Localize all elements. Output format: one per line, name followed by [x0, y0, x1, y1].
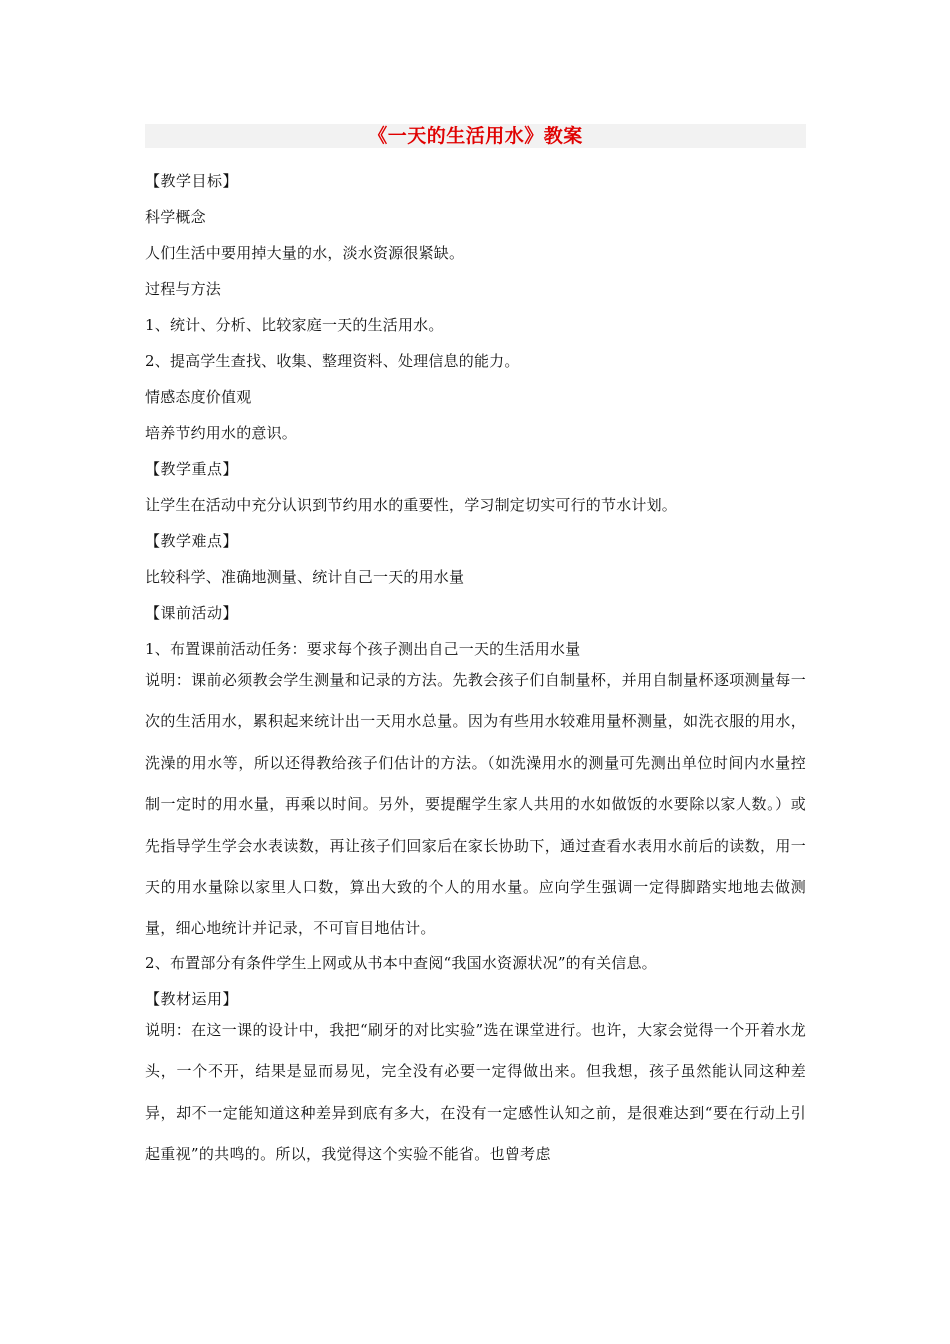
document-page — [145, 124, 806, 1170]
goal-process-label: 过程与方法 — [145, 280, 222, 298]
goal-emotion-label: 情感态度价值观 — [145, 388, 252, 406]
key-points-text: 让学生在活动中充分认识到节约用水的重要性，学习制定切实可行的节水计划。 — [145, 496, 678, 514]
section-heading-materials: 【教材运用】 — [145, 989, 239, 1008]
goal-concept-label: 科学概念 — [145, 208, 206, 226]
section-heading-goals: 【教学目标】 — [145, 172, 239, 190]
document-title: 《一天的生活用水》教案 — [368, 125, 583, 147]
goal-emotion-text: 培养节约用水的意识。 — [145, 424, 298, 442]
goal-concept-text: 人们生活中要用掉大量的水，淡水资源很紧缺。 — [145, 244, 465, 262]
section-heading-pre-class: 【课前活动】 — [145, 604, 239, 622]
goal-process-item-1: 1、统计、分析、比较家庭一天的生活用水。 — [145, 316, 444, 334]
goal-process-item-2: 2、提高学生查找、收集、整理资料、处理信息的能力。 — [145, 352, 520, 370]
title-bar — [145, 124, 806, 148]
section-heading-key-points: 【教学重点】 — [145, 460, 239, 478]
difficulties-text: 比较科学、准确地测量、统计自己一天的用水量 — [145, 568, 465, 586]
section-heading-difficulties: 【教学难点】 — [145, 532, 239, 550]
pre-class-task-1: 1、布置课前活动任务：要求每个孩子测出自己一天的生活用水量 — [145, 640, 581, 658]
materials-note: 说明：在这一课的设计中，我把“刷牙的对比实验”选在课堂进行。也许，大家会觉得一个开着水龙头，一个不开，结果是显而易见，完全没有必要一定得做出来。但我想，孩子虽然能认同这种差异，却不一定能知道这种差异到底有多大，在没有一定感性认知之前，是很难达到“要在行动上引起重视”的共鸣的。所以，我觉得这个实验不能省。也曾考虑 — [145, 1020, 806, 1164]
pre-class-note: 说明：课前必须教会学生测量和记录的方法。先教会孩子们自制量杯，并用自制量杯逐项测量每一次的生活用水，累积起来统计出一天用水总量。因为有些用水较难用量杯测量，如洗衣服的用水，洗澡的用水等，所以还得教给孩子们估计的方法。（如洗澡用水的测量可先测出单位时间内水量控制一定时的用水量，再乘以时间。另外，要提醒学生家人共用的水如做饭的水要除以家人数。）或先指导学生学会水表读数，再让孩子们回家后在家长协助下，通过查看水表用水前后的读数，用一天的用水量除以家里人口数，算出大致的个人的用水量。应向学生强调一定得脚踏实地地去做测量，细心地统计并记录，不可盲目地估计。 — [145, 671, 806, 938]
pre-class-task-2: 2、布置部分有条件学生上网或从书本中查阅“我国水资源状况”的有关信息。 — [145, 953, 657, 972]
